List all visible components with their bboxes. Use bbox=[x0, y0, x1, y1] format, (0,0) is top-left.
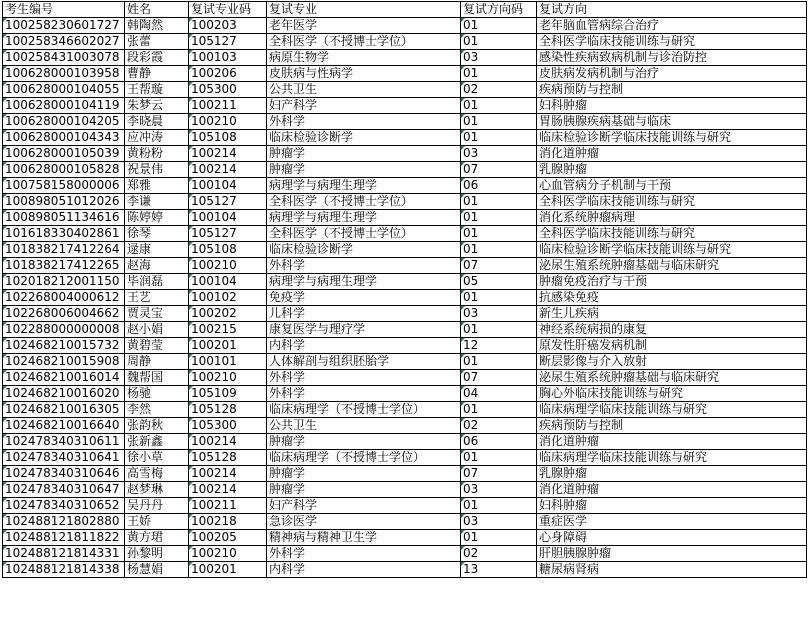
direction-code-cell[interactable]: 12 bbox=[461, 338, 537, 354]
name-cell[interactable]: 应冲涛 bbox=[125, 130, 189, 146]
major-code-cell[interactable]: 100214 bbox=[189, 146, 267, 162]
candidate-id-cell[interactable]: 101618330402861 bbox=[3, 226, 125, 242]
major-cell[interactable]: 内科学 bbox=[267, 338, 461, 354]
major-code-cell[interactable]: 105127 bbox=[189, 194, 267, 210]
candidate-id-cell[interactable]: 102468210016020 bbox=[3, 386, 125, 402]
table-row bbox=[3, 386, 807, 402]
name-cell[interactable]: 赵海 bbox=[125, 258, 189, 274]
candidate-id-cell[interactable]: 102488121811822 bbox=[3, 530, 125, 546]
direction-code-cell[interactable]: 06 bbox=[461, 178, 537, 194]
major-cell[interactable]: 内科学 bbox=[267, 562, 461, 578]
table-row bbox=[3, 370, 807, 386]
direction-code-cell[interactable]: 02 bbox=[461, 418, 537, 434]
major-cell[interactable]: 老年医学 bbox=[267, 18, 461, 34]
name-cell[interactable]: 韩陶然 bbox=[125, 18, 189, 34]
direction-cell[interactable]: 断层影像与介入放射 bbox=[537, 354, 807, 370]
header-cell[interactable]: 复试方向码 bbox=[461, 2, 537, 18]
direction-code-cell[interactable]: 03 bbox=[461, 514, 537, 530]
major-code-cell[interactable]: 105108 bbox=[189, 242, 267, 258]
direction-code-cell[interactable]: 01 bbox=[461, 530, 537, 546]
candidate-id-cell[interactable]: 101838217412264 bbox=[3, 242, 125, 258]
name-cell[interactable]: 祝景伟 bbox=[125, 162, 189, 178]
major-cell[interactable]: 病理学与病理生理学 bbox=[267, 274, 461, 290]
direction-cell[interactable]: 重症医学 bbox=[537, 514, 807, 530]
major-cell[interactable]: 临床检验诊断学 bbox=[267, 130, 461, 146]
major-cell[interactable]: 外科学 bbox=[267, 258, 461, 274]
direction-code-cell[interactable]: 02 bbox=[461, 82, 537, 98]
direction-code-cell[interactable]: 07 bbox=[461, 162, 537, 178]
table-row bbox=[3, 210, 807, 226]
table-row bbox=[3, 50, 807, 66]
table-row bbox=[3, 82, 807, 98]
direction-code-cell[interactable]: 01 bbox=[461, 290, 537, 306]
direction-code-cell[interactable]: 01 bbox=[461, 130, 537, 146]
table-row bbox=[3, 354, 807, 370]
table-row bbox=[3, 66, 807, 82]
major-cell[interactable]: 肿瘤学 bbox=[267, 482, 461, 498]
major-code-cell[interactable]: 105127 bbox=[189, 226, 267, 242]
major-code-cell[interactable]: 100104 bbox=[189, 274, 267, 290]
name-cell[interactable]: 陈婷婷 bbox=[125, 210, 189, 226]
major-cell[interactable]: 全科医学（不授博士学位） bbox=[267, 226, 461, 242]
candidate-id-cell[interactable]: 100898051012026 bbox=[3, 194, 125, 210]
major-code-cell[interactable]: 100103 bbox=[189, 50, 267, 66]
candidate-id-cell[interactable]: 100628000105828 bbox=[3, 162, 125, 178]
major-cell[interactable]: 肿瘤学 bbox=[267, 466, 461, 482]
direction-code-cell[interactable]: 06 bbox=[461, 434, 537, 450]
direction-cell[interactable]: 胸心外临床技能训练与研究 bbox=[537, 386, 807, 402]
major-code-cell[interactable]: 100203 bbox=[189, 18, 267, 34]
name-cell[interactable]: 张蕾 bbox=[125, 34, 189, 50]
table-row bbox=[3, 34, 807, 50]
candidate-id-cell[interactable]: 102468210015732 bbox=[3, 338, 125, 354]
major-cell[interactable]: 妇产科学 bbox=[267, 98, 461, 114]
table-row bbox=[3, 146, 807, 162]
direction-code-cell[interactable]: 07 bbox=[461, 466, 537, 482]
name-cell[interactable]: 逯康 bbox=[125, 242, 189, 258]
direction-code-cell[interactable]: 03 bbox=[461, 306, 537, 322]
direction-cell[interactable]: 乳腺肿瘤 bbox=[537, 466, 807, 482]
header-cell[interactable]: 姓名 bbox=[125, 2, 189, 18]
name-cell[interactable]: 李谦 bbox=[125, 194, 189, 210]
direction-cell[interactable]: 心身障碍 bbox=[537, 530, 807, 546]
table-row bbox=[3, 530, 807, 546]
table-row bbox=[3, 322, 807, 338]
direction-cell[interactable]: 肝胆胰腺肿瘤 bbox=[537, 546, 807, 562]
direction-cell[interactable]: 妇科肿瘤 bbox=[537, 98, 807, 114]
major-cell[interactable]: 外科学 bbox=[267, 114, 461, 130]
direction-cell[interactable]: 临床检验诊断学临床技能训练与研究 bbox=[537, 130, 807, 146]
major-cell[interactable]: 临床检验诊断学 bbox=[267, 242, 461, 258]
name-cell[interactable]: 高雪梅 bbox=[125, 466, 189, 482]
candidate-id-cell[interactable]: 102478340310652 bbox=[3, 498, 125, 514]
major-cell[interactable]: 妇产科学 bbox=[267, 498, 461, 514]
direction-cell[interactable]: 妇科肿瘤 bbox=[537, 498, 807, 514]
major-cell[interactable]: 精神病与精神卫生学 bbox=[267, 530, 461, 546]
direction-code-cell[interactable]: 03 bbox=[461, 482, 537, 498]
header-cell[interactable]: 复试专业 bbox=[267, 2, 461, 18]
major-code-cell[interactable]: 105127 bbox=[189, 34, 267, 50]
direction-code-cell[interactable]: 01 bbox=[461, 242, 537, 258]
direction-code-cell[interactable]: 01 bbox=[461, 194, 537, 210]
direction-code-cell[interactable]: 07 bbox=[461, 370, 537, 386]
table-row bbox=[3, 226, 807, 242]
direction-code-cell[interactable]: 07 bbox=[461, 258, 537, 274]
major-code-cell[interactable]: 100101 bbox=[189, 354, 267, 370]
name-cell[interactable]: 徐小草 bbox=[125, 450, 189, 466]
candidate-id-cell[interactable]: 100628000104119 bbox=[3, 98, 125, 114]
candidate-id-cell[interactable]: 102468210016014 bbox=[3, 370, 125, 386]
candidate-id-cell[interactable]: 102468210016305 bbox=[3, 402, 125, 418]
major-code-cell[interactable]: 100210 bbox=[189, 370, 267, 386]
candidate-id-cell[interactable]: 102478340310641 bbox=[3, 450, 125, 466]
candidate-id-cell[interactable]: 102478340310647 bbox=[3, 482, 125, 498]
direction-code-cell[interactable]: 01 bbox=[461, 354, 537, 370]
major-code-cell[interactable]: 100102 bbox=[189, 290, 267, 306]
direction-cell[interactable]: 抗感染免疫 bbox=[537, 290, 807, 306]
direction-cell[interactable]: 神经系统病损的康复 bbox=[537, 322, 807, 338]
name-cell[interactable]: 张韵秋 bbox=[125, 418, 189, 434]
major-cell[interactable]: 免疫学 bbox=[267, 290, 461, 306]
direction-code-cell[interactable]: 01 bbox=[461, 450, 537, 466]
table-body bbox=[3, 18, 807, 578]
header-cell[interactable]: 考生编号 bbox=[3, 2, 125, 18]
candidate-id-cell[interactable]: 100758158000006 bbox=[3, 178, 125, 194]
table-row bbox=[3, 402, 807, 418]
direction-code-cell[interactable]: 01 bbox=[461, 18, 537, 34]
table-row bbox=[3, 162, 807, 178]
candidate-id-cell[interactable]: 100898051134616 bbox=[3, 210, 125, 226]
direction-cell[interactable]: 心血管病分子机制与干预 bbox=[537, 178, 807, 194]
candidate-id-cell[interactable]: 100258346602027 bbox=[3, 34, 125, 50]
table-row bbox=[3, 418, 807, 434]
major-code-cell[interactable]: 100104 bbox=[189, 210, 267, 226]
major-cell[interactable]: 肿瘤学 bbox=[267, 434, 461, 450]
major-cell[interactable]: 皮肤病与性病学 bbox=[267, 66, 461, 82]
name-cell[interactable]: 周静 bbox=[125, 354, 189, 370]
table-row bbox=[3, 258, 807, 274]
major-code-cell[interactable]: 105300 bbox=[189, 82, 267, 98]
major-cell[interactable]: 临床病理学（不授博士学位） bbox=[267, 450, 461, 466]
table-row bbox=[3, 274, 807, 290]
name-cell[interactable]: 黄方珺 bbox=[125, 530, 189, 546]
major-cell[interactable]: 全科医学（不授博士学位） bbox=[267, 34, 461, 50]
major-cell[interactable]: 康复医学与理疗学 bbox=[267, 322, 461, 338]
major-code-cell[interactable]: 100218 bbox=[189, 514, 267, 530]
candidate-id-cell[interactable]: 102478340310646 bbox=[3, 466, 125, 482]
table-row bbox=[3, 114, 807, 130]
major-cell[interactable]: 儿科学 bbox=[267, 306, 461, 322]
candidate-id-cell[interactable]: 102018212001150 bbox=[3, 274, 125, 290]
major-code-cell[interactable]: 100211 bbox=[189, 498, 267, 514]
major-code-cell[interactable]: 100214 bbox=[189, 434, 267, 450]
table-row bbox=[3, 290, 807, 306]
direction-code-cell[interactable]: 01 bbox=[461, 226, 537, 242]
direction-cell[interactable]: 乳腺肿瘤 bbox=[537, 162, 807, 178]
candidate-id-cell[interactable]: 102478340310611 bbox=[3, 434, 125, 450]
major-code-cell[interactable]: 105128 bbox=[189, 450, 267, 466]
name-cell[interactable]: 郑雅 bbox=[125, 178, 189, 194]
name-cell[interactable]: 张新鑫 bbox=[125, 434, 189, 450]
major-cell[interactable]: 全科医学（不授博士学位） bbox=[267, 194, 461, 210]
candidate-id-cell[interactable]: 102488121814331 bbox=[3, 546, 125, 562]
direction-code-cell[interactable]: 01 bbox=[461, 210, 537, 226]
candidate-id-cell[interactable]: 100258431003078 bbox=[3, 50, 125, 66]
name-cell[interactable]: 毕润磊 bbox=[125, 274, 189, 290]
major-code-cell[interactable]: 100210 bbox=[189, 258, 267, 274]
major-cell[interactable]: 公共卫生 bbox=[267, 82, 461, 98]
table-row bbox=[3, 482, 807, 498]
major-code-cell[interactable]: 100211 bbox=[189, 98, 267, 114]
direction-code-cell[interactable]: 01 bbox=[461, 322, 537, 338]
direction-code-cell[interactable]: 01 bbox=[461, 402, 537, 418]
candidate-id-cell[interactable]: 102288000000008 bbox=[3, 322, 125, 338]
name-cell[interactable]: 孙黎明 bbox=[125, 546, 189, 562]
direction-cell[interactable]: 新生儿疾病 bbox=[537, 306, 807, 322]
direction-code-cell[interactable]: 04 bbox=[461, 386, 537, 402]
major-code-cell[interactable]: 100202 bbox=[189, 306, 267, 322]
direction-code-cell[interactable]: 02 bbox=[461, 546, 537, 562]
table-row bbox=[3, 466, 807, 482]
direction-cell[interactable]: 临床病理学临床技能训练与研究 bbox=[537, 450, 807, 466]
table-row bbox=[3, 130, 807, 146]
major-code-cell[interactable]: 100104 bbox=[189, 178, 267, 194]
major-code-cell[interactable]: 105300 bbox=[189, 418, 267, 434]
table-row bbox=[3, 338, 807, 354]
direction-code-cell[interactable]: 01 bbox=[461, 66, 537, 82]
major-cell[interactable]: 肿瘤学 bbox=[267, 146, 461, 162]
major-cell[interactable]: 公共卫生 bbox=[267, 418, 461, 434]
direction-code-cell[interactable]: 01 bbox=[461, 114, 537, 130]
table-row bbox=[3, 306, 807, 322]
major-code-cell[interactable]: 100214 bbox=[189, 482, 267, 498]
major-code-cell[interactable]: 100201 bbox=[189, 338, 267, 354]
major-code-cell[interactable]: 100214 bbox=[189, 162, 267, 178]
major-code-cell[interactable]: 100210 bbox=[189, 546, 267, 562]
direction-cell[interactable]: 泌尿生殖系统肿瘤基础与临床研究 bbox=[537, 370, 807, 386]
candidate-id-cell[interactable]: 100628000103958 bbox=[3, 66, 125, 82]
major-code-cell[interactable]: 100205 bbox=[189, 530, 267, 546]
direction-cell[interactable]: 感染性疾病致病机制与诊治防控 bbox=[537, 50, 807, 66]
candidate-id-cell[interactable]: 100628000104055 bbox=[3, 82, 125, 98]
major-code-cell[interactable]: 100214 bbox=[189, 466, 267, 482]
major-cell[interactable]: 急诊医学 bbox=[267, 514, 461, 530]
major-code-cell[interactable]: 100206 bbox=[189, 66, 267, 82]
major-cell[interactable]: 病理学与病理生理学 bbox=[267, 210, 461, 226]
name-cell[interactable]: 李晓晨 bbox=[125, 114, 189, 130]
major-code-cell[interactable]: 105108 bbox=[189, 130, 267, 146]
candidate-id-cell[interactable]: 100628000104205 bbox=[3, 114, 125, 130]
name-cell[interactable]: 魏帮国 bbox=[125, 370, 189, 386]
direction-cell[interactable]: 泌尿生殖系统肿瘤基础与临床研究 bbox=[537, 258, 807, 274]
candidate-id-cell[interactable]: 100258230601727 bbox=[3, 18, 125, 34]
direction-cell[interactable]: 全科医学临床技能训练与研究 bbox=[537, 194, 807, 210]
table-row bbox=[3, 194, 807, 210]
direction-cell[interactable]: 全科医学临床技能训练与研究 bbox=[537, 34, 807, 50]
direction-code-cell[interactable]: 01 bbox=[461, 498, 537, 514]
direction-cell[interactable]: 原发性肝癌发病机制 bbox=[537, 338, 807, 354]
candidate-id-cell[interactable]: 102468210015908 bbox=[3, 354, 125, 370]
name-cell[interactable]: 王娇 bbox=[125, 514, 189, 530]
name-cell[interactable]: 李然 bbox=[125, 402, 189, 418]
direction-code-cell[interactable]: 03 bbox=[461, 146, 537, 162]
candidate-id-cell[interactable]: 102268004000612 bbox=[3, 290, 125, 306]
name-cell[interactable]: 吴丹丹 bbox=[125, 498, 189, 514]
major-cell[interactable]: 病原生物学 bbox=[267, 50, 461, 66]
header-cell[interactable]: 复试专业码 bbox=[189, 2, 267, 18]
direction-cell[interactable]: 消化道肿瘤 bbox=[537, 482, 807, 498]
major-cell[interactable]: 临床病理学（不授博士学位） bbox=[267, 402, 461, 418]
name-cell[interactable]: 王艺 bbox=[125, 290, 189, 306]
header-cell[interactable]: 复试方向 bbox=[537, 2, 807, 18]
name-cell[interactable]: 徐琴 bbox=[125, 226, 189, 242]
direction-cell[interactable]: 肿瘤免疫治疗与干预 bbox=[537, 274, 807, 290]
name-cell[interactable]: 杨慧娟 bbox=[125, 562, 189, 578]
candidate-id-cell[interactable]: 101838217412265 bbox=[3, 258, 125, 274]
direction-cell[interactable]: 全科医学临床技能训练与研究 bbox=[537, 226, 807, 242]
header-row bbox=[3, 2, 807, 18]
table-row bbox=[3, 498, 807, 514]
direction-cell[interactable]: 消化道肿瘤 bbox=[537, 146, 807, 162]
direction-code-cell[interactable]: 13 bbox=[461, 562, 537, 578]
direction-cell[interactable]: 老年脑血管病综合治疗 bbox=[537, 18, 807, 34]
major-cell[interactable]: 肿瘤学 bbox=[267, 162, 461, 178]
direction-cell[interactable]: 临床病理学临床技能训练与研究 bbox=[537, 402, 807, 418]
table-row bbox=[3, 450, 807, 466]
name-cell[interactable]: 曹静 bbox=[125, 66, 189, 82]
table-row bbox=[3, 434, 807, 450]
name-cell[interactable]: 贾灵宝 bbox=[125, 306, 189, 322]
name-cell[interactable]: 赵梦琳 bbox=[125, 482, 189, 498]
direction-code-cell[interactable]: 05 bbox=[461, 274, 537, 290]
name-cell[interactable]: 朱梦云 bbox=[125, 98, 189, 114]
major-code-cell[interactable]: 100215 bbox=[189, 322, 267, 338]
direction-cell[interactable]: 疾病预防与控制 bbox=[537, 418, 807, 434]
major-cell[interactable]: 人体解剖与组织胚胎学 bbox=[267, 354, 461, 370]
table-row bbox=[3, 546, 807, 562]
direction-code-cell[interactable]: 01 bbox=[461, 34, 537, 50]
candidate-id-cell[interactable]: 100628000105039 bbox=[3, 146, 125, 162]
direction-cell[interactable]: 临床检验诊断学临床技能训练与研究 bbox=[537, 242, 807, 258]
candidate-id-cell[interactable]: 102488121814338 bbox=[3, 562, 125, 578]
direction-code-cell[interactable]: 03 bbox=[461, 50, 537, 66]
direction-cell[interactable]: 糖尿病肾病 bbox=[537, 562, 807, 578]
major-code-cell[interactable]: 100210 bbox=[189, 114, 267, 130]
admission-table bbox=[2, 1, 807, 578]
direction-cell[interactable]: 消化道肿瘤 bbox=[537, 434, 807, 450]
candidate-id-cell[interactable]: 102488121802880 bbox=[3, 514, 125, 530]
table-row bbox=[3, 98, 807, 114]
table-row bbox=[3, 562, 807, 578]
major-code-cell[interactable]: 100201 bbox=[189, 562, 267, 578]
major-cell[interactable]: 外科学 bbox=[267, 370, 461, 386]
table-row bbox=[3, 242, 807, 258]
name-cell[interactable]: 王帮璇 bbox=[125, 82, 189, 98]
direction-cell[interactable]: 胃肠胰腺疾病基础与临床 bbox=[537, 114, 807, 130]
direction-cell[interactable]: 疾病预防与控制 bbox=[537, 82, 807, 98]
name-cell[interactable]: 赵小娟 bbox=[125, 322, 189, 338]
name-cell[interactable]: 黄碧莹 bbox=[125, 338, 189, 354]
major-cell[interactable]: 外科学 bbox=[267, 386, 461, 402]
direction-cell[interactable]: 皮肤病发病机制与治疗 bbox=[537, 66, 807, 82]
candidate-id-cell[interactable]: 100628000104343 bbox=[3, 130, 125, 146]
name-cell[interactable]: 段彩霞 bbox=[125, 50, 189, 66]
major-cell[interactable]: 外科学 bbox=[267, 546, 461, 562]
table-row bbox=[3, 178, 807, 194]
major-code-cell[interactable]: 105128 bbox=[189, 402, 267, 418]
name-cell[interactable]: 黄粉粉 bbox=[125, 146, 189, 162]
major-cell[interactable]: 病理学与病理生理学 bbox=[267, 178, 461, 194]
table-row bbox=[3, 18, 807, 34]
candidate-id-cell[interactable]: 102268006004662 bbox=[3, 306, 125, 322]
candidate-id-cell[interactable]: 102468210016640 bbox=[3, 418, 125, 434]
direction-cell[interactable]: 消化系统肿瘤病理 bbox=[537, 210, 807, 226]
table-row bbox=[3, 514, 807, 530]
name-cell[interactable]: 杨驰 bbox=[125, 386, 189, 402]
direction-code-cell[interactable]: 01 bbox=[461, 98, 537, 114]
major-code-cell[interactable]: 105109 bbox=[189, 386, 267, 402]
